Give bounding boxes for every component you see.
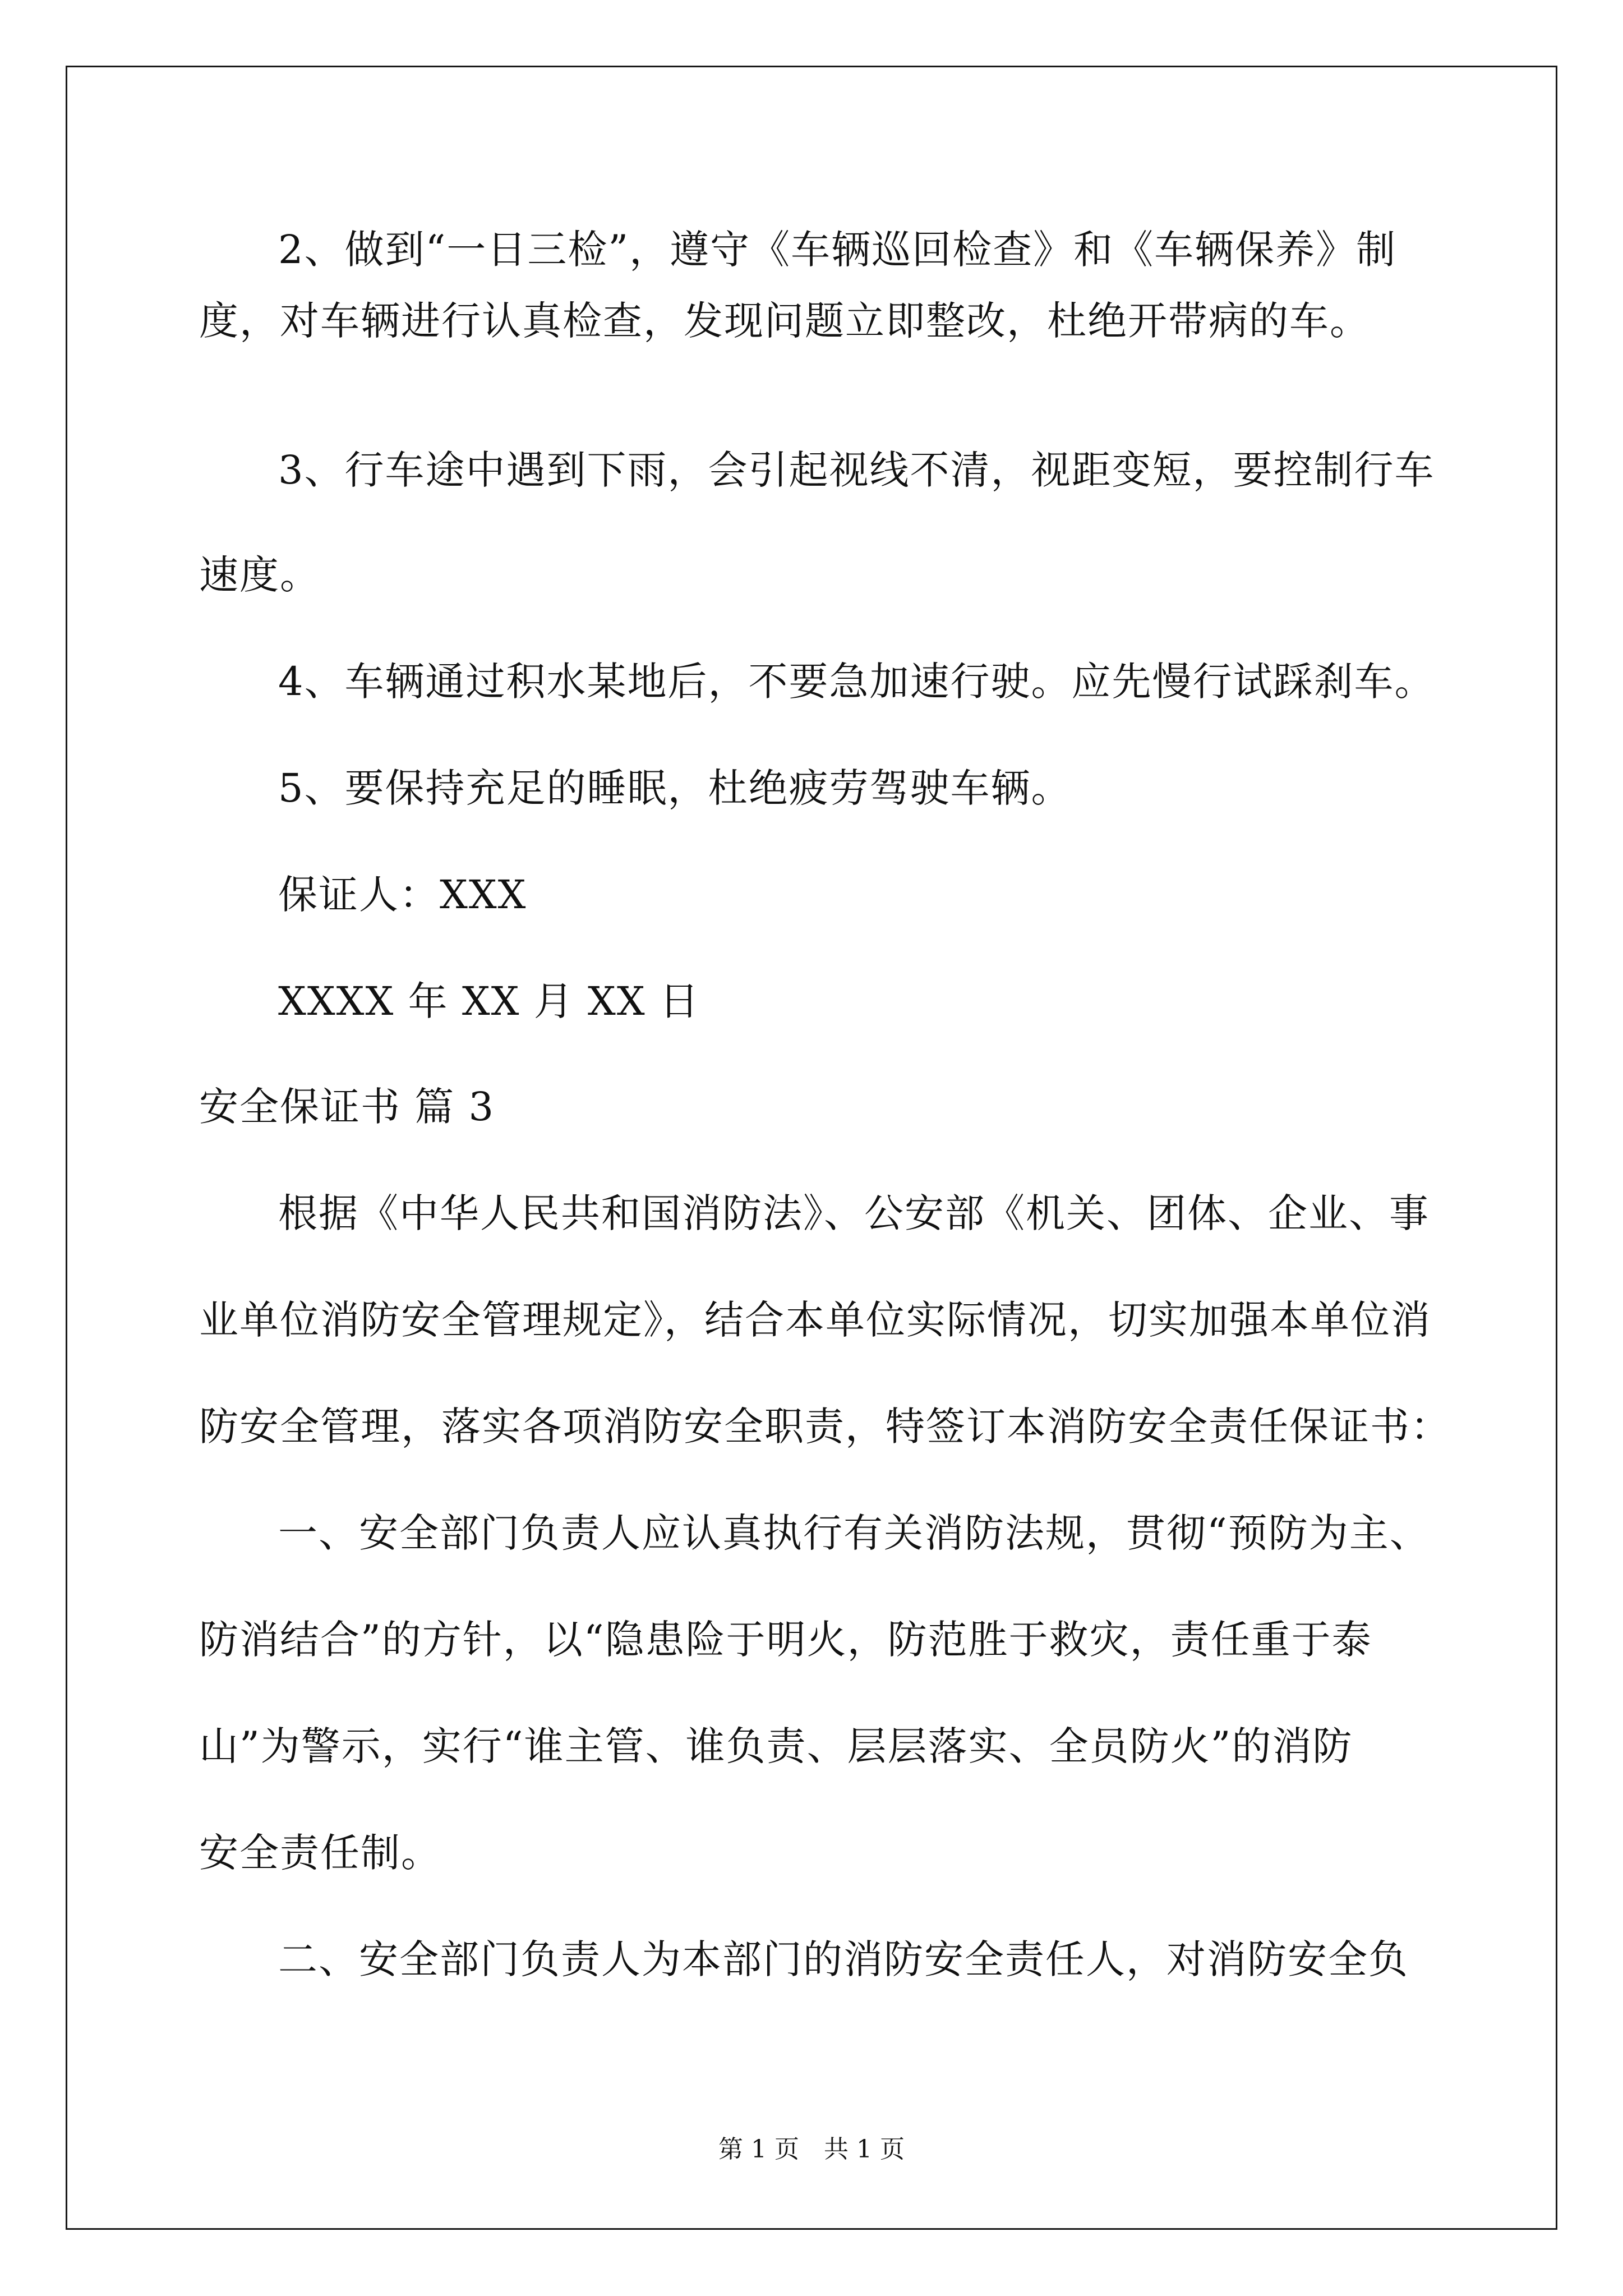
page-border	[66, 66, 1557, 2230]
section-heading: 安全保证书 篇 3	[199, 1084, 495, 1130]
paragraph-line: 2、做到“一日三检”，遵守《车辆巡回检查》和《车辆保养》制	[278, 227, 1397, 273]
page-footer	[0, 2137, 1623, 2162]
page-number: 第 1 页	[718, 2135, 799, 2164]
paragraph-line: 4、车辆通过积水某地后，不要急加速行驶。应先慢行试踩刹车。	[278, 659, 1435, 705]
paragraph-line: 一、安全部门负责人应认真执行有关消防法规，贯彻“预防为主、	[278, 1510, 1430, 1556]
paragraph-line: 5、要保持充足的睡眠，杜绝疲劳驾驶车辆。	[278, 765, 1072, 811]
paragraph-line: 二、安全部门负责人为本部门的消防安全责任人，对消防安全负	[278, 1936, 1409, 1982]
page-total: 共 1 页	[824, 2135, 905, 2164]
date-line: XXXX 年 XX 月 XX 日	[278, 978, 700, 1024]
paragraph-line: 度，对车辆进行认真检查，发现问题立即整改，杜绝开带病的车。	[199, 298, 1370, 344]
paragraph-line: 根据《中华人民共和国消防法》、公安部《机关、团体、企业、事	[278, 1190, 1430, 1236]
paragraph-line: 业单位消防安全管理规定》，结合本单位实际情况，切实加强本单位消	[199, 1297, 1431, 1343]
paragraph-line: 3、行车途中遇到下雨，会引起视线不清，视距变短，要控制行车	[278, 447, 1435, 493]
signatory-line: 保证人：XXX	[278, 872, 527, 918]
paragraph-line: 速度。	[199, 552, 320, 598]
paragraph-line: 山”为警示，实行“谁主管、谁负责、层层落实、全员防火”的消防	[199, 1723, 1353, 1769]
paragraph-line: 防消结合”的方针，以“隐患险于明火，防范胜于救灾，责任重于泰	[199, 1617, 1372, 1663]
paragraph-line: 安全责任制。	[199, 1830, 441, 1876]
paragraph-line: 防安全管理，落实各项消防安全职责，特签订本消防安全责任保证书：	[199, 1404, 1451, 1450]
